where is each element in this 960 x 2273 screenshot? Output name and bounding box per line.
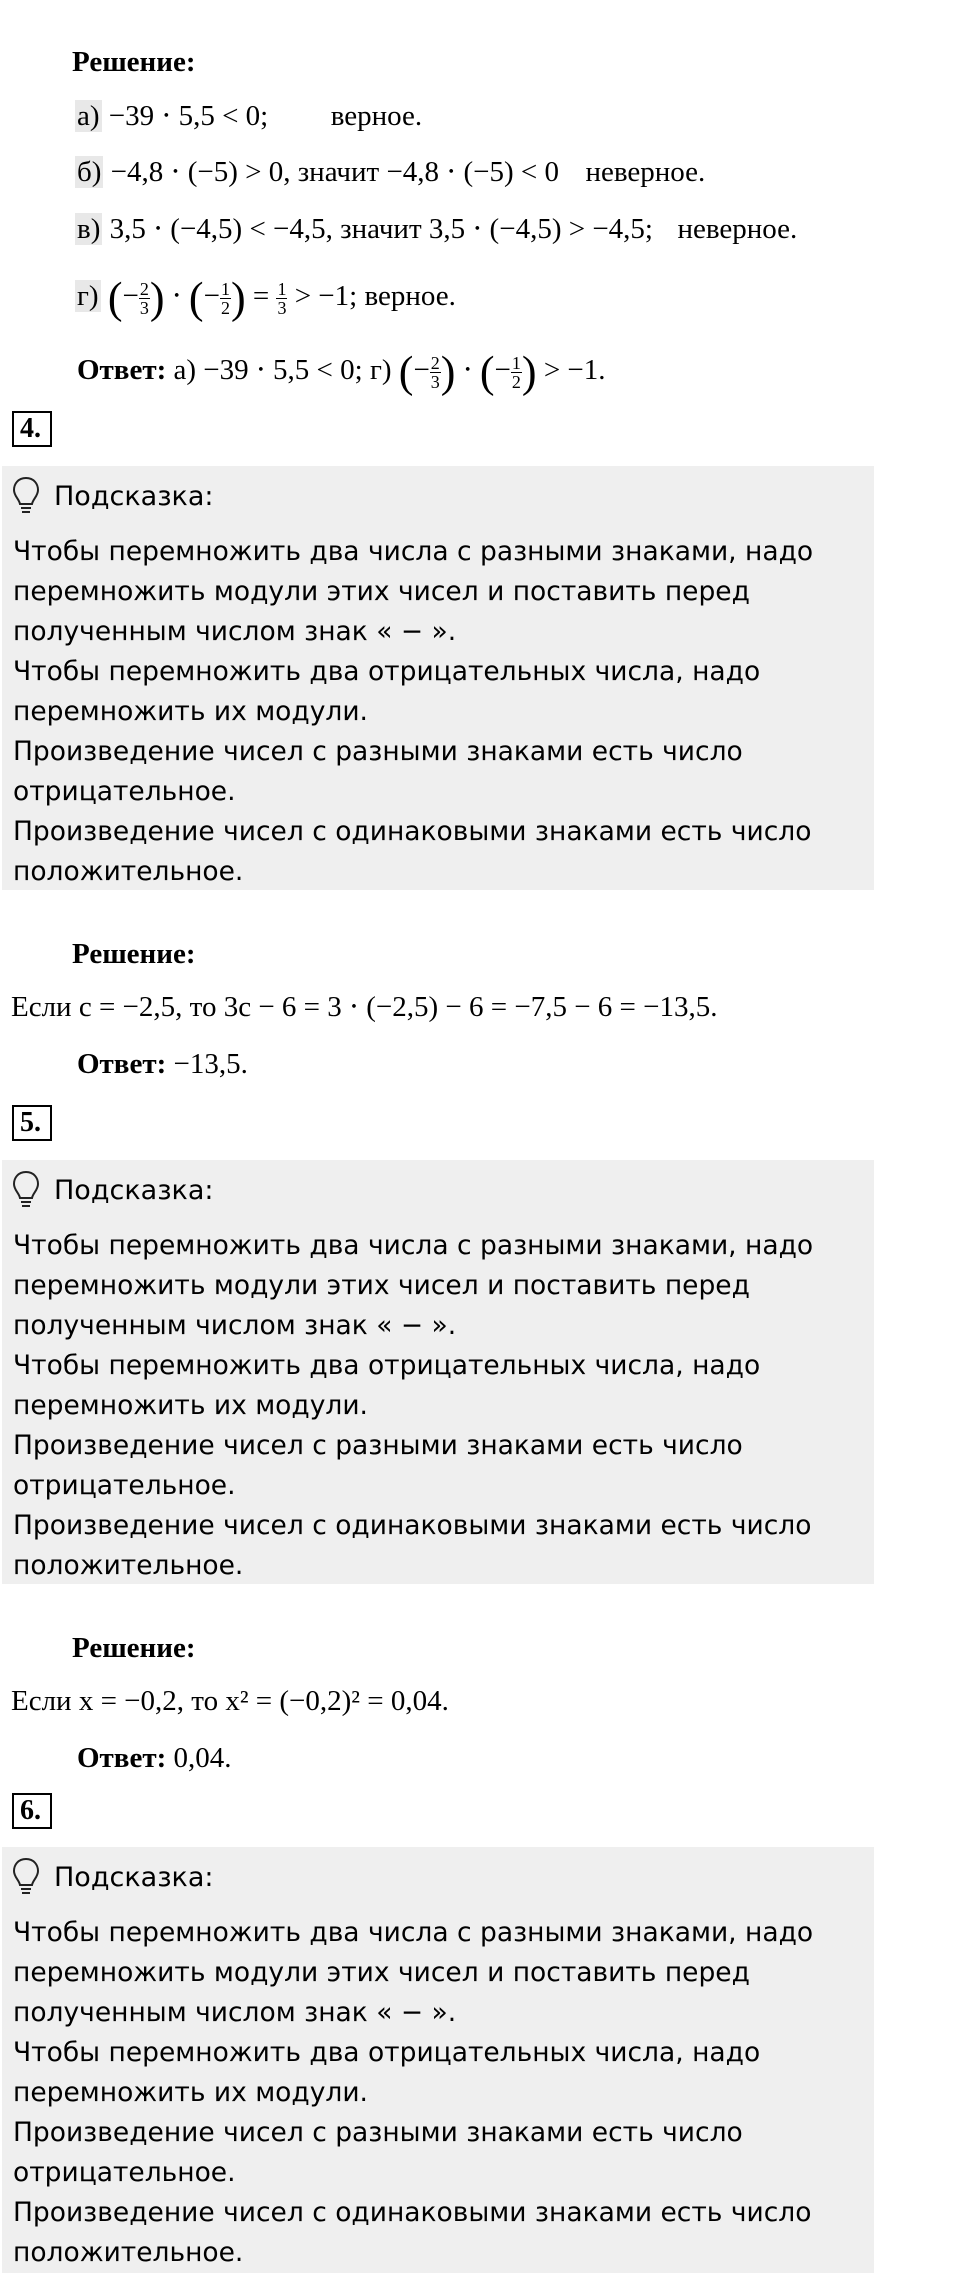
hint-line: перемножить модули этих чисел и поставить перед [13, 1957, 750, 1988]
hint-line: Произведение чисел с разными знаками есть число [13, 736, 743, 767]
item-expression: 3,5 ⋅ (−4,5) < −4,5, значит 3,5 ⋅ (−4,5) > −4,5; [109, 213, 653, 245]
hint-line: Произведение чисел с разными знаками есть число [13, 1430, 743, 1461]
solution-heading: Решение: [72, 1632, 196, 1664]
item-expression: −39 ⋅ 5,5 < 0; [108, 100, 269, 132]
fraction: $\frac{1}{3}$ [277, 278, 287, 318]
answer-value: 0,04. [173, 1742, 232, 1774]
item-label: г) [77, 280, 99, 312]
minus-sign: − [413, 354, 430, 386]
minus-sign: − [494, 354, 511, 386]
hint-line: перемножить модули этих чисел и поставить перед [13, 576, 750, 607]
minus-sign: − [203, 280, 220, 312]
minus-sign: − [122, 280, 139, 312]
hint-line: Произведение чисел с одинаковыми знаками есть число [13, 2197, 812, 2228]
hint-title [12, 474, 214, 518]
hint-text [13, 532, 863, 892]
lightbulb-icon [12, 476, 40, 516]
hint-title-text: Подсказка: [54, 1861, 214, 1893]
hint-line: перемножить модули этих чисел и поставить перед [13, 1270, 750, 1301]
answer-label: Ответ: [77, 1742, 167, 1774]
hint-line: Чтобы перемножить два отрицательных числа, надо [13, 656, 761, 687]
hint-title [12, 1855, 214, 1899]
hint-line: отрицательное. [13, 1470, 236, 1501]
solution-heading: Решение: [72, 938, 196, 970]
lightbulb-icon [12, 1170, 40, 1210]
hint-line: Чтобы перемножить два числа с разными знаками, надо [13, 1230, 814, 1261]
paren-open: ( [188, 273, 204, 323]
item-rest: > −1; верное. [294, 280, 456, 312]
task-number-5: 5. [12, 1105, 52, 1141]
dot-operator: ⋅ [462, 354, 473, 386]
solution-item-v [75, 209, 797, 249]
hint-line: отрицательное. [13, 776, 236, 807]
hint-line: полученным числом знак « − ». [13, 1310, 457, 1341]
item-verdict: верное. [330, 100, 423, 132]
hint-title [12, 1168, 214, 1212]
item-label: б) [77, 156, 102, 188]
answer-line [77, 346, 606, 397]
solution-item-a [75, 96, 422, 136]
hint-box-4 [2, 466, 874, 890]
hint-title-text: Подсказка: [54, 480, 214, 512]
hint-line: перемножить их модули. [13, 2077, 368, 2108]
hint-line: перемножить их модули. [13, 1390, 368, 1421]
solution-heading: Решение: [72, 46, 196, 78]
hint-line: Произведение чисел с разными знаками есть число [13, 2117, 743, 2148]
paren-close: ) [230, 273, 246, 323]
paren-close: ) [521, 347, 537, 397]
answer-line [77, 1738, 232, 1778]
hint-line: положительное. [13, 2237, 244, 2268]
fraction: $\frac{1}{2}$ [220, 278, 230, 318]
hint-line: Произведение чисел с одинаковыми знаками есть число [13, 816, 812, 847]
solution-item-g [75, 272, 456, 323]
paren-open: ( [398, 347, 414, 397]
hint-line: отрицательное. [13, 2157, 236, 2188]
hint-line: Произведение чисел с одинаковыми знаками есть число [13, 1510, 812, 1541]
fraction: $\frac{2}{3}$ [430, 352, 440, 392]
item-expression: −4,8 ⋅ (−5) > 0, значит −4,8 ⋅ (−5) < 0 [110, 156, 559, 188]
paren-open: ( [479, 347, 495, 397]
answer-g-rest: > −1. [543, 354, 606, 386]
item-verdict: неверное. [585, 156, 706, 188]
hint-line: Чтобы перемножить два числа с разными знаками, надо [13, 536, 814, 567]
item-label: а) [77, 100, 100, 132]
hint-title-text: Подсказка: [54, 1174, 214, 1206]
hint-line: Чтобы перемножить два числа с разными знаками, надо [13, 1917, 814, 1948]
dot-operator: ⋅ [171, 280, 182, 312]
hint-text [13, 1913, 863, 2273]
answer-label: Ответ: [77, 354, 167, 386]
solution-text: Если c = −2,5, то 3c − 6 = 3 ⋅ (−2,5) − 6 = −7,5 − 6 = −13,5. [11, 991, 718, 1023]
lightbulb-icon [12, 1857, 40, 1897]
hint-line: положительное. [13, 1550, 244, 1581]
item-verdict: неверное. [677, 213, 798, 245]
paren-close: ) [149, 273, 165, 323]
item-label: в) [77, 213, 101, 245]
paren-close: ) [440, 347, 456, 397]
hint-line: полученным числом знак « − ». [13, 1997, 457, 2028]
equals-sign: = [252, 280, 270, 312]
solution-text: Если x = −0,2, то x² = (−0,2)² = 0,04. [11, 1685, 449, 1717]
answer-a: а) −39 ⋅ 5,5 < 0; г) [173, 354, 392, 386]
task-number-4: 4. [12, 411, 52, 447]
fraction: $\frac{2}{3}$ [139, 278, 149, 318]
answer-line [77, 1044, 248, 1084]
fraction: $\frac{1}{2}$ [511, 352, 521, 392]
answer-label: Ответ: [77, 1048, 167, 1080]
hint-box-5 [2, 1160, 874, 1584]
hint-line: Чтобы перемножить два отрицательных числа, надо [13, 2037, 761, 2068]
solution-item-b [75, 152, 705, 192]
answer-value: −13,5. [173, 1048, 248, 1080]
task-number-6: 6. [12, 1793, 52, 1829]
paren-open: ( [107, 273, 123, 323]
hint-line: полученным числом знак « − ». [13, 616, 457, 647]
hint-line: перемножить их модули. [13, 696, 368, 727]
hint-line: Чтобы перемножить два отрицательных числа, надо [13, 1350, 761, 1381]
hint-text [13, 1226, 863, 1586]
hint-box-6 [2, 1847, 874, 2273]
hint-line: положительное. [13, 856, 244, 887]
